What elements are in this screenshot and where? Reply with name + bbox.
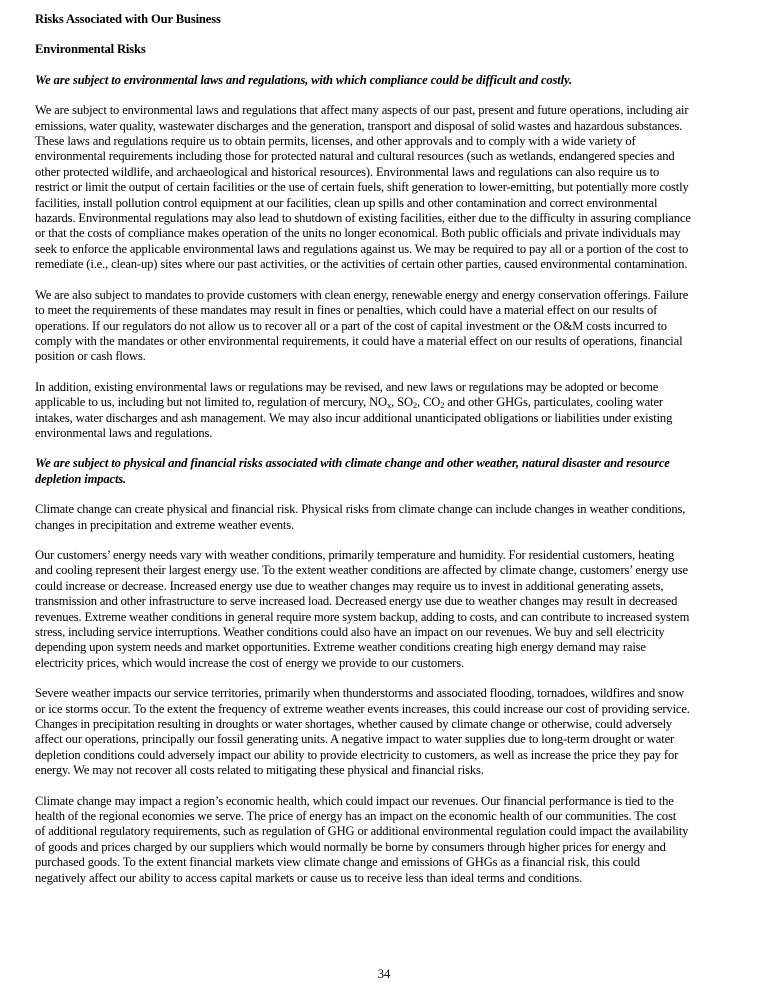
text-line: to meet the requirements of these mandates may result in fines or penalties, which could have a material effect on our results of (35, 303, 658, 318)
text-line: Severe weather impacts our service territories, primarily when thunderstorms and associated flooding, tornadoes, wildfires and snow (35, 686, 685, 701)
text-line: intakes, water discharges and ash management. We may also incur additional unanticipated obligations or liabilities under existing (35, 410, 673, 425)
text-line: other protected wildlife, and archaeological and historical resources). Environmental laws and regulations can also require us to (35, 164, 660, 179)
risk-factor-title: We are subject to environmental laws and regulations, with which compliance could be difficult and costly. (35, 72, 572, 87)
text-line: hazards. Environmental regulations may also lead to shutdown of existing facilities, either due to the difficulty in assuring compliance (35, 211, 691, 226)
text-line: operations. If our regulators do not allow us to recover all or a part of the cost of capital investment or the O&M costs incurred to (35, 318, 667, 333)
text-line: electricity prices, which would increase the cost of energy we provide to our customers. (35, 655, 464, 670)
text-line: seek to enforce the applicable environmental laws and regulations against us. We may be required to pay all or a portion of the cost to (35, 241, 689, 256)
text-line: changes in precipitation and extreme weather events. (35, 517, 295, 532)
page-number: 34 (377, 967, 391, 981)
text-line: We are also subject to mandates to provide customers with clean energy, renewable energy and energy conservation offerings. Failure (35, 287, 689, 302)
text-line: health of the regional economies we serve. The price of energy has an impact on the economic health of our communities. The cost (35, 809, 677, 824)
text-line: These laws and regulations require us to obtain permits, licenses, and other approvals and to comply with a wide variety of (35, 134, 636, 149)
text-line: negatively affect our ability to access capital markets or cause us to receive less than ideal terms and conditions. (35, 870, 583, 885)
text-line: Changes in precipitation resulting in droughts or water shortages, whether caused by climate change or otherwise, could adversely (35, 717, 673, 732)
paragraph (35, 686, 747, 778)
section-heading: Risks Associated with Our Business (35, 12, 221, 26)
subscript-2: 2 (412, 400, 417, 411)
text-line: depending upon system needs and market opportunities. Extreme weather conditions creating high energy demand may raise (35, 640, 646, 655)
text-line: depletion conditions could adversely impact our ability to provide electricity to customers, as well as increase the price they pay for (35, 747, 679, 762)
paragraph (35, 380, 747, 442)
text-line: facilities, install pollution control equipment at our facilities, clean up spills and other contamination and correct environmental (35, 195, 658, 210)
text-line: revenues. Extreme weather conditions in general require more system backup, adding to costs, and can contribute to increased system (35, 609, 690, 624)
paragraph (35, 502, 747, 533)
text-line: comply with the mandates or other environmental requirements, it could have a material effect on our results of operations, financial (35, 333, 683, 348)
text-line: We are subject to physical and financial risks associated with climate change and other weather, natural disaster and resource (35, 456, 670, 471)
text-line: restrict or limit the output of certain facilities or the use of certain fuels, shift generation to lower-emitting, but potentially more costly (35, 180, 689, 195)
text-line (35, 395, 747, 410)
paragraph (35, 548, 747, 671)
text-line: position or cash flows. (35, 349, 146, 364)
text-line: remediate (i.e., clean-up) sites where our past activities, or the activities of certain other parties, caused environmental contamination. (35, 257, 688, 272)
text-line: Climate change may impact a region’s economic health, which could impact our revenues. Our financial performance is tied to the (35, 793, 674, 808)
text-line: could increase or decrease. Increased energy use due to weather changes may require us to invest in additional generating assets, (35, 578, 664, 593)
text-line: stress, including service interruptions. Weather conditions could also have an impact on our revenues. We buy and sell electricity (35, 625, 665, 639)
paragraph (35, 794, 747, 886)
text-segment: and other GHGs, particulates, cooling water (444, 395, 663, 410)
document-page (35, 12, 747, 901)
text-line: emissions, water quality, wastewater discharges and the generation, transport and disposal of solid wastes and hazardous substances. (35, 118, 683, 133)
text-segment: applicable to us, including but not limited to, regulation of mercury, NO (35, 395, 387, 410)
paragraph (35, 103, 747, 272)
text-line: Our customers’ energy needs vary with weather conditions, primarily temperature and humidity. For residential customers, heating (35, 547, 675, 562)
text-segment: , CO (417, 395, 441, 410)
text-line: or that the costs of compliance makes operation of the units no longer economical. Both public officials and private individuals may (35, 226, 681, 241)
text-line: of goods and prices charged by our suppliers which would normally be borne by consumers through higher prices for energy and (35, 839, 666, 854)
text-line: of additional regulatory requirements, such as regulation of GHG or additional environmental regulation could impact the availability (35, 824, 689, 839)
text-line: We are subject to environmental laws and regulations that affect many aspects of our past, present and future operations, including air (35, 103, 689, 118)
risk-factor-title (35, 456, 747, 487)
paragraph (35, 288, 747, 365)
text-line: depletion impacts. (35, 471, 127, 486)
subscript-2: 2 (440, 400, 445, 411)
text-line: purchased goods. To the extent financial markets view climate change and emissions of GHGs as a financial risk, this could (35, 855, 640, 870)
text-segment: , SO (391, 395, 413, 410)
text-line: or ice storms occur. To the extent the frequency of extreme weather events increases, this could increase our cost of providing service. (35, 701, 690, 716)
subscript-x: x (386, 400, 392, 411)
text-line: environmental laws and regulations. (35, 425, 213, 440)
text-line: affect our operations, principally our fossil generating units. A negative impact to water supplies due to long-term drought or water (35, 732, 675, 747)
text-line: transmission and other infrastructure to serve increased load. Decreased energy use due to weather changes may result in decreased (35, 594, 678, 609)
text-line: and cooling represent their largest energy use. To the extent weather conditions are affected by climate change, customers’ energy use (35, 563, 688, 578)
text-line: Climate change can create physical and financial risk. Physical risks from climate change can include changes in weather conditions, (35, 502, 686, 517)
text-line: In addition, existing environmental laws or regulations may be revised, and new laws or regulations may be adopted or become (35, 379, 659, 394)
text-line: environmental requirements including those for protected natural and cultural resources (such as wetlands, endangered species and (35, 149, 675, 164)
text-line: energy. We may not recover all costs related to mitigating these physical and financial risks. (35, 763, 484, 778)
subsection-heading: Environmental Risks (35, 42, 146, 57)
